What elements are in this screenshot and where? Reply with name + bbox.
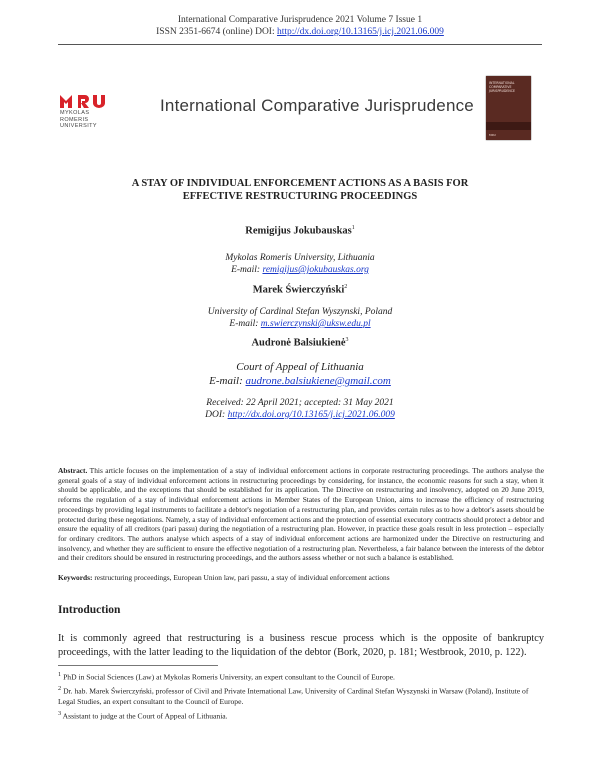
abstract-text: This article focuses on the implementation of a stay of individual enforcement actions in corporate restructuring proceedings. The authors analyse the general goals of a stay of individual enforcement actions in restructuring proceedings by considering, for instance, the economic reasons for such a stay, when it should be applicable, and the exceptions that should be established for its application. The Directive on restructuring and insolvency, adopted on 20 June 2019, reforms the regulation of a stay of individual enforcement actions in Member States of the European Union, aims to increase the efficiency of restructuring proceedings by providing legal instruments to facilitate a debtor's negotiation of a restructuring plan, and provides certain rules as to how a debtor's assets should be protected during these negotiations. Namely, a stay of individual enforcement actions and the protection of essential executory contracts should protect a debtor and ensure the equality of all creditors (pari passu) during the negotiation of a restructuring plan. However, in practice these goals result in less protection – especially for ordinary creditors. The authors analyse which aspects of a stay of individual enforcement actions are harmonized under the Directive on restructuring and insolvency, and whether they are sufficient to ensure the effective negotiation of a restructuring plan. Nevertheless, a fair balance between the interests of the debtor and their creditors should be ensured in restructuring proceedings, and the authors assess whether or not such a balance is established.: [58, 466, 544, 563]
abstract: [58, 466, 544, 563]
doi-link[interactable]: http://dx.doi.org/10.13165/j.icj.2021.06.009: [276, 27, 444, 37]
footnote: [58, 709, 544, 722]
header-divider: [58, 44, 542, 45]
journal-title: International Comparative Jurisprudence: [160, 96, 474, 115]
footnote-3-text: Assistant to judge at the Court of Appeal of Lithuania.: [61, 711, 228, 721]
cover-title-line2: COMPARATIVE: [489, 85, 512, 89]
author-1-email-link[interactable]: remigijus@jokubauskas.org: [262, 265, 369, 275]
article-title-line1: A STAY OF INDIVIDUAL ENFORCEMENT ACTIONS AS A BASIS FOR: [131, 178, 469, 189]
author-1-footnote-mark[interactable]: 1: [351, 225, 355, 231]
introduction-paragraph: It is commonly agreed that restructuring is a business rescue process which is the opposite of bankruptcy proceedings, with the latter leading to the liquidation of the debtor (Bork, 2020, p. 181; Westbrook, 2010, p. 122).: [58, 633, 544, 658]
abstract-label: Abstract.: [58, 466, 88, 475]
article-title: [60, 177, 540, 203]
author-3-affiliation: Court of Appeal of Lithuania: [236, 361, 364, 373]
journal-issue-line: International Comparative Jurisprudence 2021 Volume 7 Issue 1: [177, 15, 423, 25]
author-2-footnote-mark[interactable]: 2: [344, 284, 348, 290]
author-name: [0, 337, 600, 349]
footnote: [58, 684, 544, 708]
author-2-name: Marek Świerczyński: [252, 284, 345, 296]
author-2-affiliation: University of Cardinal Stefan Wyszynski, Poland: [207, 307, 393, 317]
received-dates: Received: 22 April 2021; accepted: 31 May 2021: [206, 398, 394, 408]
logo-text-line1: MYKOLAS ROMERIS: [60, 110, 90, 123]
footnote-2-text: Dr. hab. Marek Świerczyński, professor of Civil and Private International Law, University of Cardinal Stefan Wyszynski in Warsaw (Poland), Institute of Legal Studies, an expert consultant to the Council of Europe.: [58, 686, 529, 707]
keywords-text: restructuring proceedings, European Union law, pari passu, a stay of individual enforcement actions: [92, 573, 390, 582]
article-title-line2: EFFECTIVE RESTRUCTURING PROCEEDINGS: [182, 191, 418, 202]
author-1-email-line: [0, 264, 600, 276]
issn-line: [0, 26, 600, 38]
article-doi-link[interactable]: http://dx.doi.org/10.13165/j.icj.2021.06.009: [227, 410, 395, 420]
footnote-1-text: PhD in Social Sciences (Law) at Mykolas Romeris University, an expert consultant to the Council of Europe.: [61, 672, 395, 682]
introduction-heading: Introduction: [58, 604, 121, 616]
journal-cover-thumbnail: [486, 76, 531, 140]
author-3-name: Audronė Balsiukienė: [251, 337, 346, 349]
keywords: [58, 573, 544, 583]
author-3-footnote-mark[interactable]: 3: [345, 337, 349, 343]
email-label: E-mail:: [229, 319, 261, 329]
logo-text-line2: UNIVERSITY: [60, 123, 98, 129]
author-1-name: Remigijus Jokubauskas: [245, 225, 352, 237]
running-head: [0, 14, 600, 38]
author-3-email-line: [0, 374, 600, 388]
cover-title-line3: JURISPRUDENCE: [489, 89, 516, 93]
author-name: [0, 284, 600, 296]
author-1-affiliation: Mykolas Romeris University, Lithuania: [225, 253, 375, 263]
cover-title: [489, 81, 529, 93]
footnote-1-mark: 1: [58, 671, 62, 678]
cover-footer: MRU: [489, 133, 496, 137]
author-2-email-line: [0, 318, 600, 330]
author-2-email-link[interactable]: m.swierczynski@uksw.edu.pl: [260, 319, 371, 329]
email-label: E-mail:: [231, 265, 263, 275]
email-label: E-mail:: [209, 375, 246, 387]
doi-line: [0, 409, 600, 421]
cover-title-line1: INTERNATIONAL: [489, 81, 515, 85]
mru-logo: [60, 93, 118, 130]
footnotes: [58, 670, 544, 723]
doi-label: DOI:: [205, 410, 228, 420]
author-3-email-link[interactable]: audrone.balsiukiene@gmail.com: [245, 375, 391, 387]
footnote-2-mark: 2: [58, 685, 62, 693]
footnote: [58, 670, 544, 683]
footnote-3-mark: 3: [58, 709, 62, 717]
keywords-label: Keywords:: [58, 573, 93, 582]
logo-text: [60, 110, 118, 130]
footnote-divider: [58, 665, 218, 666]
mru-logo-icon: [60, 93, 112, 108]
cover-band: [486, 122, 531, 130]
issn-text: ISSN 2351-6674 (online) DOI:: [156, 27, 277, 37]
author-name: [0, 225, 600, 237]
